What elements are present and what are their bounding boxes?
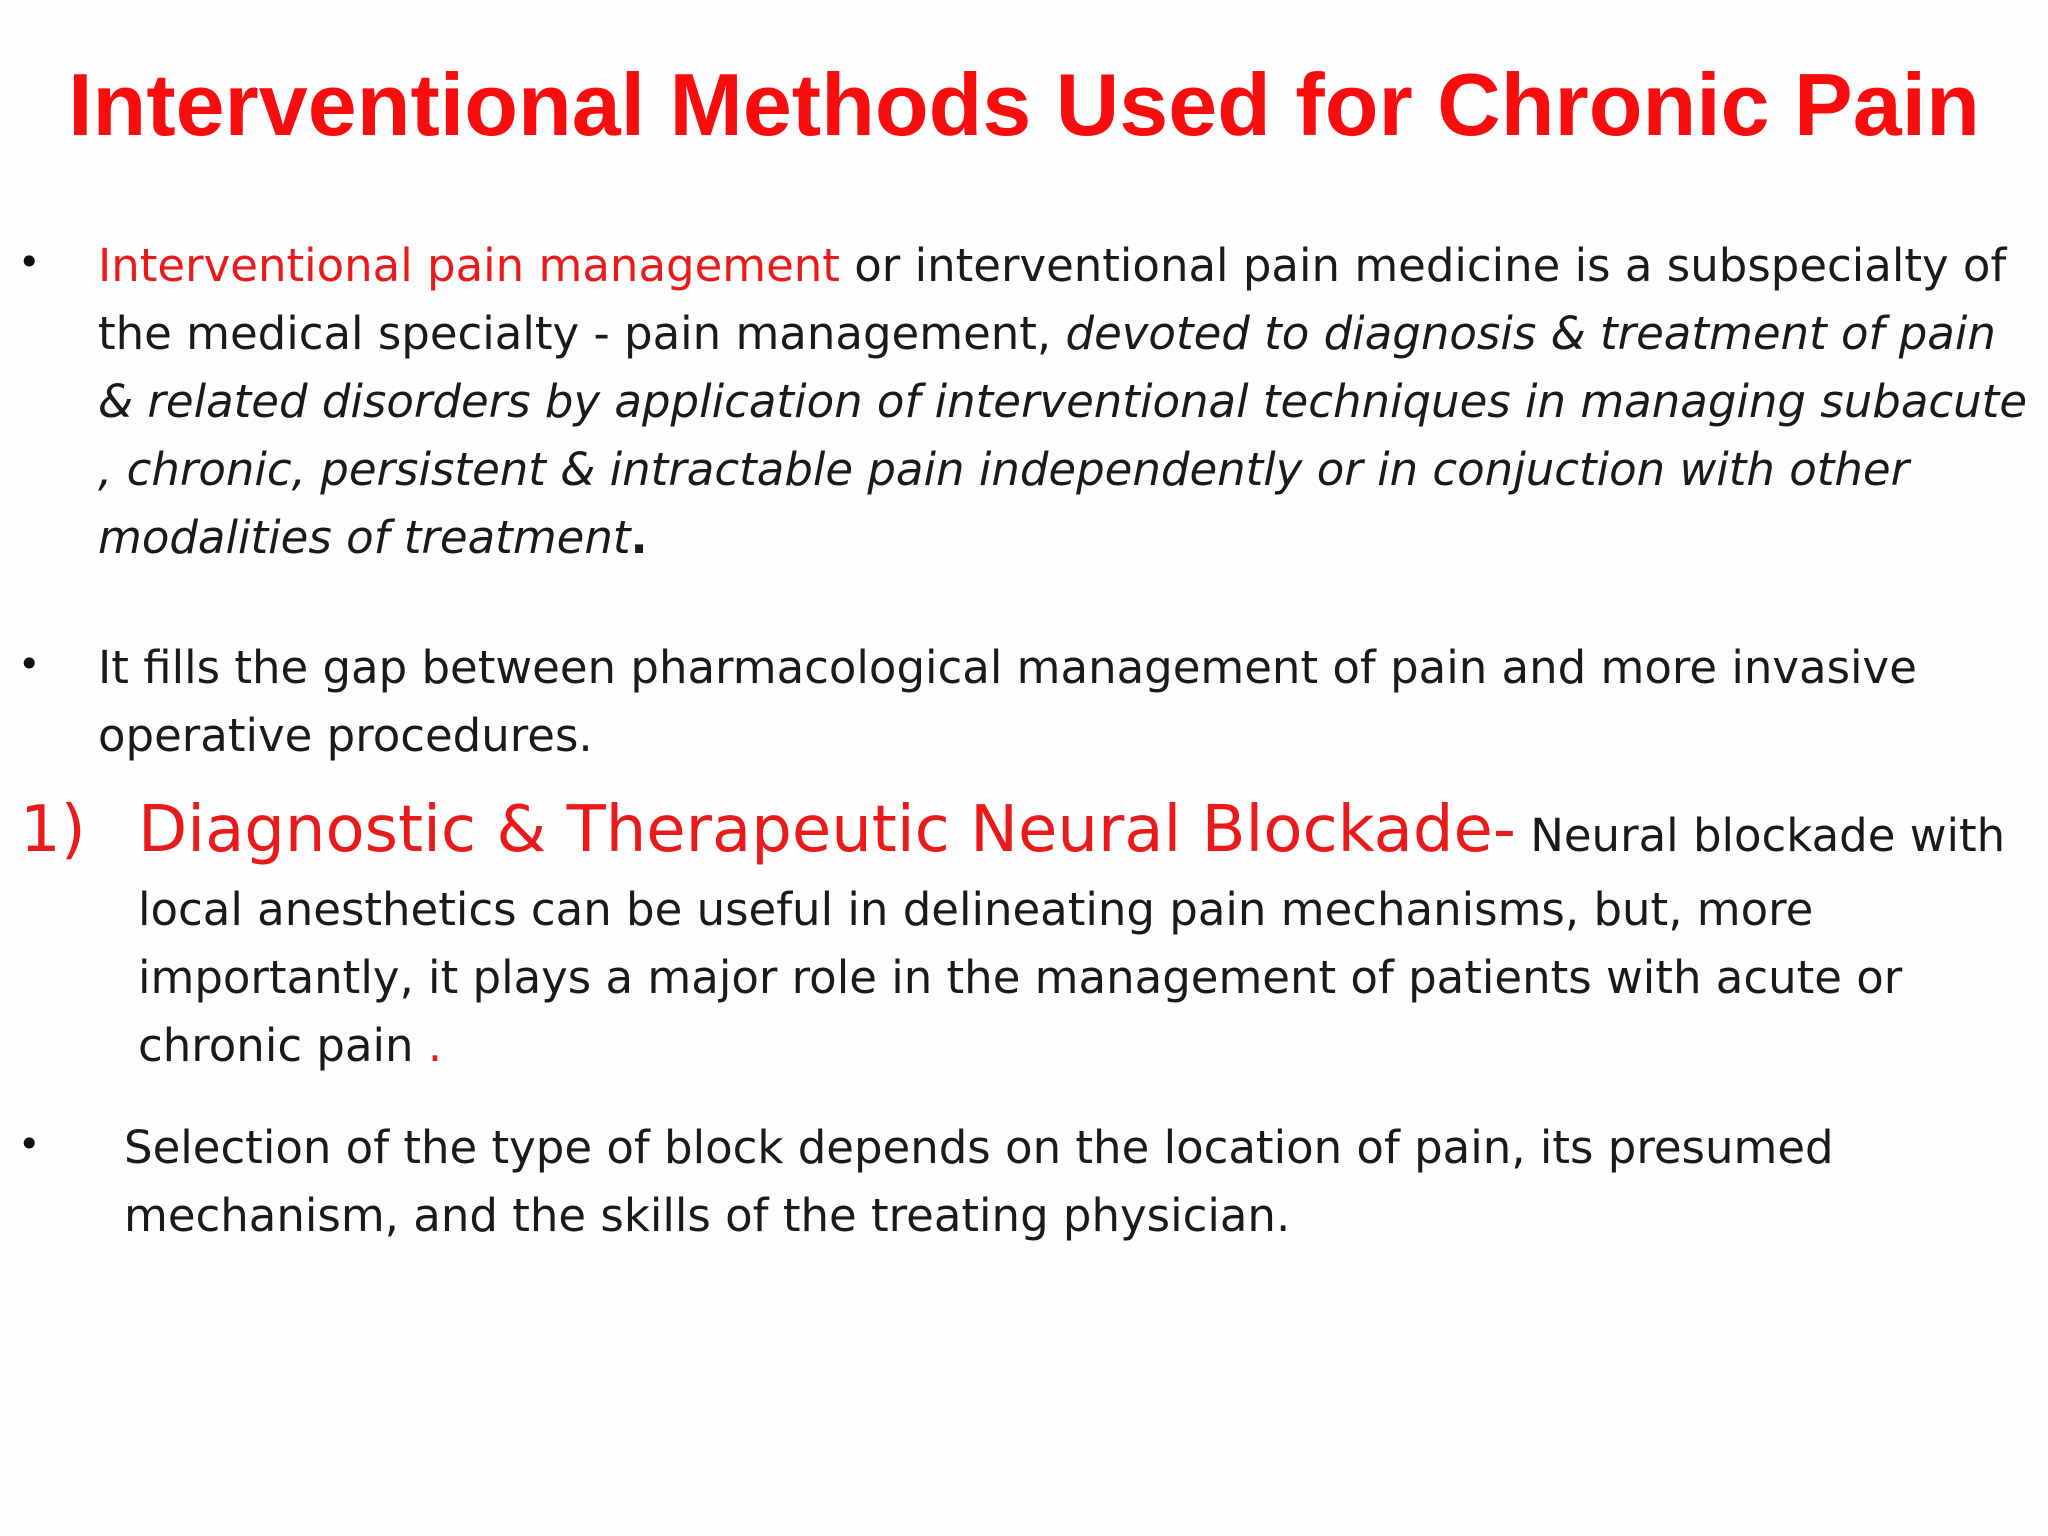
bullet1-italic-text: devoted to diagnosis & treatment of pain & related disorders by application of interventional techniques in managing subacute , chronic, persistent & intractable pain independently or in conjuction with other modalities of treatment xyxy=(98,307,2028,564)
numbered-marker-1: 1) xyxy=(20,793,86,867)
bullet1-end-mark: . xyxy=(630,511,648,564)
bullet-paragraph-3: Selection of the type of block depends on the location of pain, its presumed mechanism, and the skills of the treating physician. xyxy=(124,1121,1834,1242)
numbered-heading-line xyxy=(138,790,2038,876)
bullet-marker-2: • xyxy=(18,642,41,686)
numbered-end-mark: . xyxy=(427,1019,443,1072)
slide-title: Interventional Methods Used for Chronic Pain xyxy=(68,55,1980,154)
bullet-paragraph-2: It fills the gap between pharmacological management of pain and more invasive operative procedures. xyxy=(98,641,1917,762)
numbered-inline-text: Neural blockade with xyxy=(1515,809,2006,862)
numbered-rest-text: local anesthetics can be useful in delineating pain mechanisms, but, more importantly, it plays a major role in the management of patients with acute or chronic pain xyxy=(138,883,1903,1072)
numbered-paragraph-1 xyxy=(138,790,2038,1080)
numbered-body xyxy=(138,876,2038,1080)
numbered-heading: Diagnostic & Therapeutic Neural Blockade- xyxy=(138,793,1516,867)
bullet-marker-3: • xyxy=(18,1122,41,1166)
highlight-term: Interventional pain management xyxy=(98,239,840,292)
bullet-paragraph-1 xyxy=(98,232,2033,572)
bullet1-normal-text: or interventional pain medicine is a subspecialty of the medical specialty - pain management, xyxy=(98,239,2007,360)
bullet-marker-1: • xyxy=(18,240,41,284)
